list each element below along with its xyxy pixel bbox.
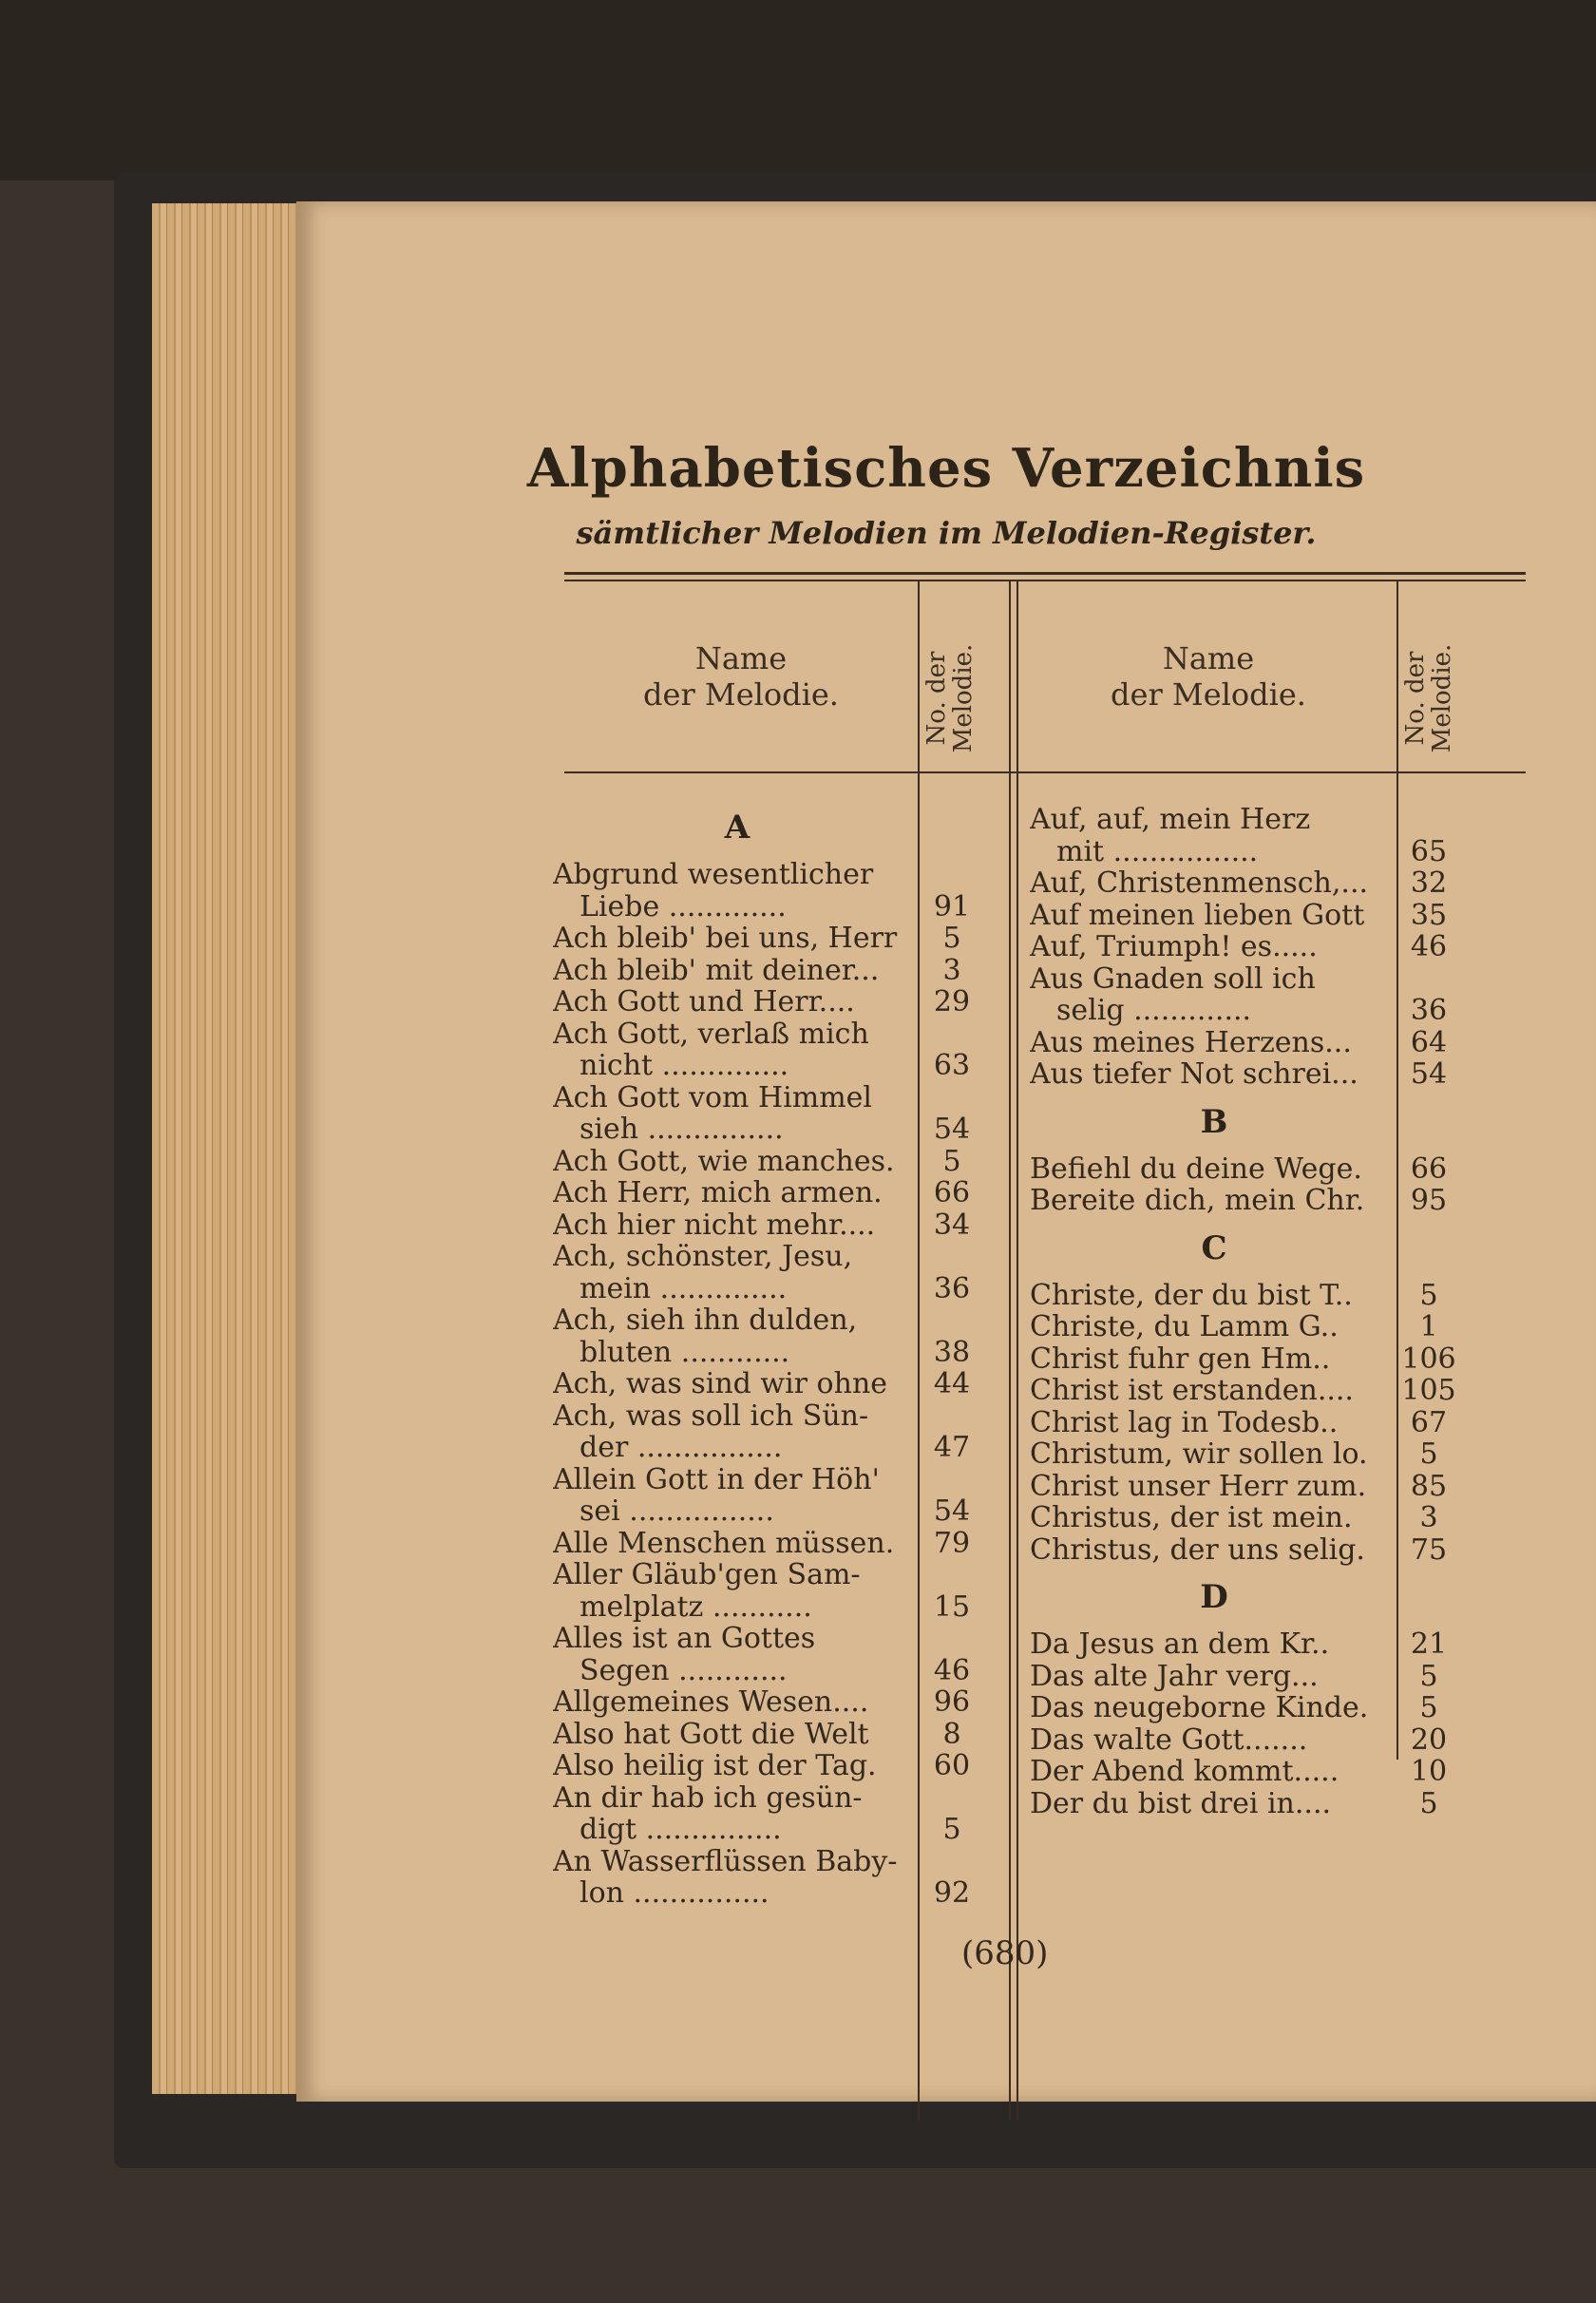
- entry-title-line: der ................: [580, 1432, 783, 1464]
- entry-title-line: Ach Gott, wie manches.: [553, 1145, 895, 1177]
- index-entry: [1030, 1311, 1459, 1343]
- header-bottom-rule: [564, 771, 1526, 773]
- entry-title-line: Auf, auf, mein Herz: [1030, 804, 1311, 836]
- melody-number: 63: [933, 1049, 971, 1082]
- entry-title-line: Also heilig ist der Tag.: [553, 1750, 877, 1782]
- section-letter: D: [1200, 1578, 1228, 1616]
- melody-number: 3: [942, 953, 961, 987]
- entry-title-line: Ach Herr, mich armen.: [553, 1177, 883, 1209]
- melody-number: 47: [933, 1431, 971, 1464]
- entry-title-line: Ach, sieh ihn dulden,: [553, 1304, 858, 1337]
- melody-number: 60: [933, 1749, 971, 1782]
- melody-number: 8: [942, 1717, 961, 1751]
- header-no-line2: Melodie.: [949, 643, 978, 753]
- entry-title-line: Ach bleib' mit deiner...: [553, 954, 880, 986]
- melody-number: 36: [933, 1271, 971, 1305]
- entry-title-line: sei ................: [580, 1495, 774, 1528]
- entry-title-line: Das alte Jahr verg...: [1030, 1660, 1319, 1692]
- melody-number: 54: [933, 1494, 971, 1528]
- index-entry: [1030, 1756, 1459, 1788]
- entry-title-line: Also hat Gott die Welt: [553, 1718, 869, 1750]
- melody-number: 79: [933, 1526, 971, 1560]
- page-edges: [152, 203, 304, 2094]
- index-entry: [553, 1750, 982, 1782]
- entry-title-line: Der du bist drei in....: [1030, 1787, 1332, 1819]
- entry-title-line: An Wasserflüssen Baby-: [553, 1845, 898, 1877]
- index-entry: [1030, 1375, 1459, 1407]
- index-entry: [553, 1559, 982, 1623]
- entry-title-line: Abgrund wesentlicher: [553, 859, 874, 891]
- section-letter: A: [724, 809, 750, 847]
- entry-title-line: Aller Gläub'gen Sam-: [553, 1559, 861, 1591]
- entry-title-line: Christ lag in Todesb..: [1030, 1406, 1339, 1438]
- entry-title-line: An dir hab ich gesün-: [553, 1781, 863, 1814]
- index-entry: [1030, 1628, 1459, 1661]
- melody-number: 46: [933, 1653, 971, 1687]
- entry-title-line: Alle Menschen müssen.: [553, 1527, 895, 1559]
- entry-title-line: Christe, du Lamm G..: [1030, 1311, 1339, 1343]
- right-number-header: [1402, 637, 1455, 760]
- index-entry: [1030, 804, 1459, 867]
- index-entry: [1030, 963, 1459, 1027]
- entry-title-line: Ach, was sind wir ohne: [553, 1368, 888, 1400]
- right-name-header: [1020, 640, 1396, 713]
- entry-title-line: Ach, schönster, Jesu,: [553, 1241, 853, 1273]
- melody-number: 106: [1401, 1342, 1456, 1376]
- index-entry: [1030, 1407, 1459, 1439]
- index-entry: [553, 1304, 982, 1368]
- index-entry: [1030, 1788, 1459, 1820]
- page-number: (680): [961, 1934, 1049, 1972]
- entry-title-line: Aus meines Herzens...: [1030, 1026, 1352, 1058]
- index-entry: [1030, 1027, 1459, 1059]
- entry-title-line: mit ................: [1056, 835, 1259, 867]
- melody-number: 46: [1410, 930, 1448, 963]
- index-entry: [553, 986, 982, 1018]
- index-entry: [553, 1209, 982, 1242]
- section-letter: B: [1200, 1102, 1228, 1141]
- index-entry: [1030, 1185, 1459, 1217]
- header-no-line1: No. der: [1401, 651, 1430, 746]
- center-divider-b: [1016, 581, 1018, 2121]
- index-entry: [1030, 867, 1459, 900]
- entry-title-line: lon ...............: [580, 1877, 770, 1910]
- entry-title-line: Auf, Triumph! es.....: [1030, 931, 1318, 963]
- index-entry: [1030, 1534, 1459, 1567]
- index-entry: [553, 1464, 982, 1528]
- melody-number: 21: [1410, 1627, 1448, 1661]
- melody-number: 54: [933, 1113, 971, 1146]
- index-entry: [553, 923, 982, 955]
- entry-title-line: Das walte Gott.......: [1030, 1723, 1308, 1756]
- header-no-line2: Melodie.: [1428, 643, 1456, 753]
- center-divider-a: [1009, 581, 1011, 2121]
- melody-number: 38: [933, 1335, 971, 1369]
- melody-number: 75: [1410, 1532, 1448, 1567]
- entry-title-line: Christ unser Herr zum.: [1030, 1470, 1367, 1502]
- entry-title-line: Allgemeines Wesen....: [553, 1686, 869, 1719]
- entry-title-line: selig .............: [1056, 995, 1252, 1027]
- entry-title-line: Bereite dich, mein Chr.: [1030, 1185, 1365, 1217]
- melody-number: 5: [942, 1144, 961, 1178]
- melody-number: 66: [1410, 1152, 1448, 1186]
- header-name-line2: der Melodie.: [1111, 676, 1306, 713]
- melody-number: 5: [1419, 1691, 1438, 1724]
- index-entry: [1030, 1058, 1459, 1091]
- index-entry: [1030, 1438, 1459, 1471]
- page-subtitle: sämtlicher Melodien im Melodien-Register.: [576, 515, 1317, 551]
- melody-number: 20: [1410, 1722, 1448, 1757]
- entry-title-line: Segen ............: [580, 1654, 788, 1686]
- melody-number: 1: [1419, 1310, 1438, 1343]
- index-entry: [1030, 1692, 1459, 1724]
- index-entry: [553, 1846, 982, 1910]
- top-rule-thick: [564, 572, 1526, 575]
- entry-title-line: Christus, der uns selig.: [1030, 1533, 1365, 1566]
- index-entry: [553, 955, 982, 987]
- melody-number: 95: [1410, 1184, 1448, 1217]
- melody-number: 5: [942, 1813, 961, 1846]
- melody-number: 34: [933, 1208, 971, 1242]
- melody-number: 66: [933, 1176, 971, 1209]
- header-name-line2: der Melodie.: [643, 676, 839, 713]
- entry-title-line: Aus Gnaden soll ich: [1030, 962, 1316, 995]
- index-entry: [553, 1177, 982, 1209]
- index-entry: [1030, 1280, 1459, 1312]
- index-entry: [1030, 900, 1459, 932]
- melody-number: 35: [1410, 898, 1448, 932]
- index-entry: [1030, 1661, 1459, 1693]
- melody-number: 10: [1410, 1755, 1448, 1788]
- entry-title-line: Ach hier nicht mehr....: [553, 1209, 876, 1241]
- index-entry: [553, 1146, 982, 1178]
- melody-number: 5: [1419, 1437, 1438, 1471]
- entry-title-line: Liebe .............: [580, 890, 787, 923]
- entry-title-line: mein ..............: [580, 1272, 788, 1304]
- entry-title-line: nicht ..............: [580, 1050, 789, 1082]
- entry-title-line: Aus tiefer Not schrei...: [1030, 1058, 1358, 1091]
- entry-title-line: Christum, wir sollen lo.: [1030, 1438, 1368, 1471]
- entry-title-line: bluten ............: [580, 1336, 790, 1368]
- entry-title-line: Befiehl du deine Wege.: [1030, 1152, 1362, 1185]
- index-entry: [1030, 931, 1459, 963]
- left-name-header: [564, 640, 918, 713]
- entry-title-line: Da Jesus an dem Kr..: [1030, 1628, 1330, 1661]
- index-entry: [553, 1082, 982, 1146]
- index-entry: [1030, 1724, 1459, 1757]
- page-title: Alphabetisches Verzeichnis: [526, 437, 1366, 500]
- entry-title-line: Christus, der ist mein.: [1030, 1502, 1353, 1534]
- melody-number: 91: [933, 889, 971, 923]
- melody-number: 44: [933, 1367, 971, 1400]
- header-name-line1: Name: [1162, 640, 1255, 676]
- melody-number: 5: [942, 922, 961, 955]
- melody-number: 5: [1419, 1659, 1438, 1693]
- melody-number: 54: [1410, 1057, 1448, 1091]
- melody-number: 64: [1410, 1025, 1448, 1059]
- entry-title-line: Ach Gott vom Himmel: [553, 1081, 872, 1113]
- entry-title-line: Christe, der du bist T..: [1030, 1279, 1353, 1311]
- entry-title-line: sieh ...............: [580, 1113, 784, 1146]
- index-entry: [553, 1623, 982, 1686]
- melody-number: 36: [1410, 994, 1448, 1027]
- entry-title-line: Ach bleib' bei uns, Herr: [553, 923, 898, 955]
- entry-title-line: Alles ist an Gottes: [553, 1623, 816, 1655]
- entry-title-line: Christ ist erstanden....: [1030, 1375, 1354, 1407]
- melody-number: 65: [1410, 834, 1448, 868]
- index-entry: [553, 1241, 982, 1304]
- entry-title-line: Ach Gott und Herr....: [553, 986, 855, 1018]
- entry-title-line: Der Abend kommt.....: [1030, 1756, 1340, 1788]
- index-entry: [1030, 1502, 1459, 1534]
- index-entry: [553, 1686, 982, 1719]
- index-entry: [553, 1782, 982, 1846]
- entry-title-line: Ach, was soll ich Sün-: [553, 1399, 869, 1432]
- section-letter: C: [1201, 1228, 1227, 1267]
- entry-title-line: Auf, Christenmensch,...: [1030, 867, 1369, 900]
- entry-title-line: Christ fuhr gen Hm..: [1030, 1342, 1331, 1375]
- top-rule-thin: [564, 580, 1526, 581]
- entry-title-line: digt ...............: [580, 1814, 782, 1846]
- left-column: [553, 796, 982, 1910]
- index-entry: [553, 1400, 982, 1464]
- index-entry: [553, 1528, 982, 1560]
- entry-title-line: Das neugeborne Kinde.: [1030, 1692, 1369, 1724]
- entry-title-line: melplatz ...........: [580, 1590, 812, 1623]
- entry-title-line: Auf meinen lieben Gott: [1030, 899, 1365, 931]
- index-entry: [553, 859, 982, 923]
- melody-number: 105: [1401, 1374, 1456, 1407]
- book-page: [296, 201, 1596, 2102]
- melody-number: 96: [933, 1685, 971, 1719]
- index-entry: [1030, 1343, 1459, 1376]
- header-name-line1: Name: [694, 640, 788, 676]
- index-entry: [1030, 1471, 1459, 1503]
- melody-number: 85: [1410, 1469, 1448, 1503]
- right-column: [1030, 804, 1459, 1819]
- melody-number: 5: [1419, 1278, 1438, 1312]
- melody-number: 92: [933, 1876, 971, 1910]
- index-entry: [553, 1368, 982, 1400]
- background: [0, 0, 1596, 181]
- melody-number: 15: [933, 1589, 971, 1624]
- left-number-header: [923, 637, 977, 760]
- header-no-line1: No. der: [922, 651, 951, 746]
- melody-number: 67: [1410, 1405, 1448, 1439]
- index-entry: [553, 1018, 982, 1082]
- entry-title-line: Ach Gott, verlaß mich: [553, 1018, 869, 1050]
- index-entry: [1030, 1153, 1459, 1186]
- melody-number: 5: [1419, 1786, 1438, 1820]
- melody-number: 3: [1419, 1501, 1438, 1534]
- entry-title-line: Allein Gott in der Höh': [553, 1463, 880, 1495]
- melody-number: 29: [933, 985, 971, 1018]
- melody-number: 32: [1410, 866, 1448, 900]
- index-entry: [553, 1719, 982, 1751]
